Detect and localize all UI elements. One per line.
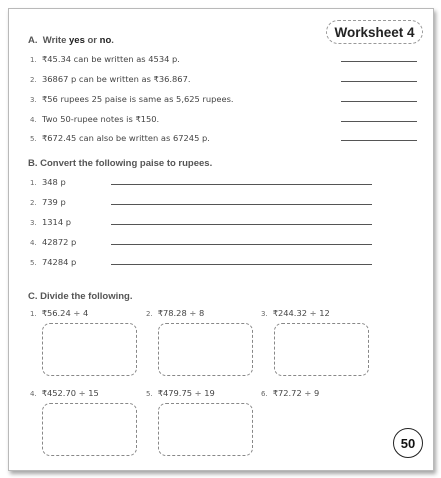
answer-line-a2[interactable] xyxy=(341,81,417,82)
question-text: ₹479.75 ÷ 19 xyxy=(157,388,215,398)
question-c2 xyxy=(146,308,204,318)
question-a2 xyxy=(30,74,191,84)
question-b1 xyxy=(30,177,66,187)
question-text: 348 p xyxy=(42,177,66,187)
question-number: 5. xyxy=(30,135,37,143)
answer-line-a3[interactable] xyxy=(341,101,417,102)
yes-word: yes xyxy=(69,35,85,46)
section-a-period: . xyxy=(111,35,114,46)
question-text: Two 50-rupee notes is ₹150. xyxy=(42,114,160,124)
answer-box-c4[interactable] xyxy=(42,403,137,456)
question-text: ₹56.24 ÷ 4 xyxy=(41,308,89,318)
question-number: 1. xyxy=(30,310,37,318)
section-c-title: C. Divide the following. xyxy=(28,291,133,302)
answer-line-b4[interactable] xyxy=(111,244,372,245)
question-number: 3. xyxy=(30,219,37,227)
question-number: 3. xyxy=(30,96,37,104)
answer-line-a1[interactable] xyxy=(341,61,417,62)
question-number: 4. xyxy=(30,390,37,398)
question-number: 1. xyxy=(30,56,37,64)
section-a-letter: A. xyxy=(28,35,38,46)
question-number: 1. xyxy=(30,179,37,187)
answer-line-a4[interactable] xyxy=(341,121,417,122)
question-c6 xyxy=(261,388,319,398)
question-text: ₹672.45 can also be written as 67245 p. xyxy=(42,133,210,143)
section-a-title xyxy=(28,35,114,46)
answer-box-c1[interactable] xyxy=(42,323,137,376)
question-text: 74284 p xyxy=(42,257,77,267)
question-text: ₹72.72 ÷ 9 xyxy=(272,388,320,398)
question-number: 4. xyxy=(30,116,37,124)
question-number: 3. xyxy=(261,310,268,318)
question-number: 4. xyxy=(30,239,37,247)
question-number: 6. xyxy=(261,390,268,398)
question-a1 xyxy=(30,54,180,64)
question-number: 2. xyxy=(30,199,37,207)
no-word: no xyxy=(99,35,112,46)
question-text: ₹56 rupees 25 paise is same as 5,625 rupees. xyxy=(42,94,234,104)
question-b2 xyxy=(30,197,66,207)
question-text: 739 p xyxy=(42,197,66,207)
question-number: 5. xyxy=(30,259,37,267)
answer-line-b3[interactable] xyxy=(111,224,372,225)
question-a5 xyxy=(30,133,210,143)
answer-line-a5[interactable] xyxy=(341,140,417,141)
question-text: 36867 p can be written as ₹36.867. xyxy=(42,74,191,84)
question-c5 xyxy=(146,388,215,398)
question-a3 xyxy=(30,94,234,104)
page-number: 50 xyxy=(393,428,423,458)
section-b-title: B. Convert the following paise to rupees. xyxy=(28,158,213,169)
answer-box-c3[interactable] xyxy=(274,323,369,376)
question-number: 2. xyxy=(30,76,37,84)
question-text: ₹78.28 ÷ 8 xyxy=(157,308,205,318)
question-text: 1314 p xyxy=(42,217,72,227)
question-number: 2. xyxy=(146,310,153,318)
question-text: 42872 p xyxy=(42,237,77,247)
worksheet-tab: Worksheet 4 xyxy=(326,20,423,44)
answer-line-b2[interactable] xyxy=(111,204,372,205)
answer-box-c2[interactable] xyxy=(158,323,253,376)
question-b3 xyxy=(30,217,71,227)
question-c4 xyxy=(30,388,99,398)
question-text: ₹244.32 ÷ 12 xyxy=(272,308,330,318)
answer-line-b5[interactable] xyxy=(111,264,372,265)
section-a-title-text: Write xyxy=(42,35,69,46)
answer-line-b1[interactable] xyxy=(111,184,372,185)
question-b4 xyxy=(30,237,76,247)
question-text: ₹452.70 ÷ 15 xyxy=(41,388,99,398)
question-c3 xyxy=(261,308,330,318)
question-text: ₹45.34 can be written as 4534 p. xyxy=(42,54,180,64)
or-word: or xyxy=(84,35,100,46)
question-a4 xyxy=(30,114,159,124)
question-b5 xyxy=(30,257,76,267)
question-number: 5. xyxy=(146,390,153,398)
question-c1 xyxy=(30,308,88,318)
answer-box-c5[interactable] xyxy=(158,403,253,456)
